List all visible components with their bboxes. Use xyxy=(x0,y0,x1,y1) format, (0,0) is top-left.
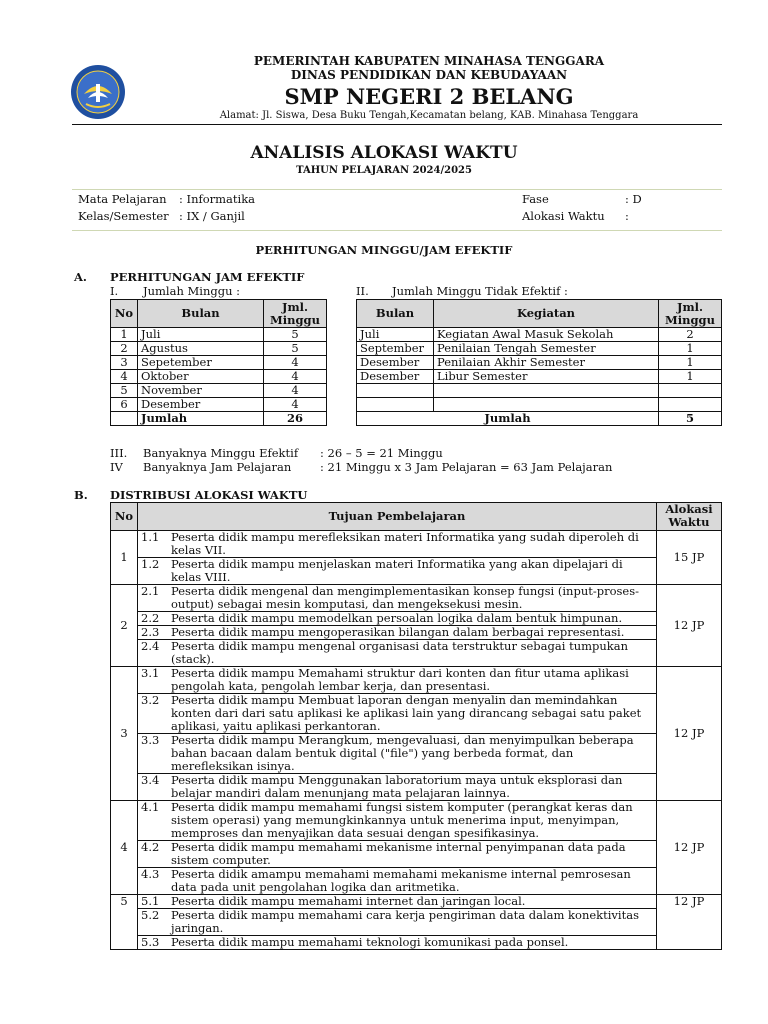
column-header: Bulan xyxy=(357,300,434,328)
group-number: 1 xyxy=(111,531,138,585)
column-header: Kegiatan xyxy=(434,300,659,328)
table-total-row xyxy=(357,412,722,426)
objective-text: Peserta didik mampu memahami cara kerja pengiriman data dalam konektivitas jaringan. xyxy=(171,908,639,935)
table-total-row xyxy=(111,412,327,426)
class-semester-label: Kelas/Semester xyxy=(78,209,169,223)
activity-cell: Penilaian Tengah Semester xyxy=(434,342,659,356)
allocation-cell: 12 JP xyxy=(657,801,722,895)
part-iii-label: Banyaknya Minggu Efektif xyxy=(143,446,299,460)
row-number: 2 xyxy=(111,342,138,356)
month-cell: November xyxy=(138,384,264,398)
weeks-cell xyxy=(659,398,722,412)
table-row xyxy=(111,895,722,950)
list-item xyxy=(138,909,656,936)
weeks-cell: 4 xyxy=(264,356,327,370)
objective-text: Peserta didik mampu merefleksikan materi Informatika yang sudah diperoleh di kelas VII. xyxy=(171,530,639,557)
month-cell: Oktober xyxy=(138,370,264,384)
subject-label: Mata Pelajaran xyxy=(78,192,167,206)
school-address: Alamat: Jl. Siswa, Desa Buku Tengah,Kecamatan belang, KAB. Minahasa Tenggara xyxy=(219,110,639,121)
objective-text: Peserta didik mampu Memahami struktur dari konten dan fitur utama aplikasi pengolah kata, pengolah lembar kerja, dan presentasi. xyxy=(171,666,629,693)
objective-text: Peserta didik mampu memodelkan persoalan logika dalam bentuk himpunan. xyxy=(171,611,623,625)
activity-cell: Penilaian Akhir Semester xyxy=(434,356,659,370)
total-value: 5 xyxy=(659,412,722,426)
column-header: Jml. Minggu xyxy=(264,300,327,328)
row-number: 5 xyxy=(111,384,138,398)
tut-wuri-handayani-logo-icon xyxy=(70,64,126,120)
objective-number: 4.2 xyxy=(141,840,160,854)
table-header-row xyxy=(357,300,722,328)
total-label: Jumlah xyxy=(138,412,264,426)
weeks-cell: 1 xyxy=(659,342,722,356)
objective-text: Peserta didik mengenal dan mengimplementasikan konsep fungsi (input-proses-output) sebagai mesin komputasi, dan mengeksekusi mesin. xyxy=(171,584,640,611)
table-row xyxy=(111,342,327,356)
list-item xyxy=(138,801,656,841)
section-a-letter: A. xyxy=(74,270,87,284)
table-row xyxy=(357,398,722,412)
part-iii-roman: III. xyxy=(110,446,128,460)
row-number: 1 xyxy=(111,328,138,342)
class-semester-value: : IX / Ganjil xyxy=(179,209,245,223)
list-item xyxy=(138,841,656,868)
activity-cell: Kegiatan Awal Masuk Sekolah xyxy=(434,328,659,342)
total-label: Jumlah xyxy=(357,412,659,426)
total-value: 26 xyxy=(264,412,327,426)
table-row xyxy=(111,356,327,370)
objective-number: 2.3 xyxy=(141,625,160,639)
allocation-cell: 15 JP xyxy=(657,531,722,585)
subject-value: : Informatika xyxy=(179,192,256,206)
table-row xyxy=(357,384,722,398)
list-item xyxy=(138,895,656,909)
objective-text: Peserta didik mampu mengenal organisasi data terstruktur sebagai tumpukan (stack). xyxy=(171,639,629,666)
weeks-cell: 4 xyxy=(264,398,327,412)
objective-number: 3.1 xyxy=(141,666,160,680)
weeks-cell: 2 xyxy=(659,328,722,342)
objective-number: 3.2 xyxy=(141,693,160,707)
table-row xyxy=(111,370,327,384)
objectives-cell xyxy=(138,895,657,950)
effective-weeks-table xyxy=(110,299,327,426)
part-iv-roman: IV xyxy=(110,460,123,474)
objective-number: 5.3 xyxy=(141,935,160,949)
objective-number: 1.2 xyxy=(141,557,160,571)
time-allocation-table xyxy=(110,502,722,950)
group-number: 3 xyxy=(111,667,138,801)
part-ii-roman: II. xyxy=(356,284,369,298)
objective-number: 2.2 xyxy=(141,611,160,625)
list-item xyxy=(138,774,656,800)
section-a-title: PERHITUNGAN JAM EFEKTIF xyxy=(110,270,305,284)
objective-text: Peserta didik mampu menjelaskan materi Informatika yang akan dipelajari di kelas VIII. xyxy=(171,557,623,584)
weeks-cell: 1 xyxy=(659,356,722,370)
weeks-cell: 5 xyxy=(264,328,327,342)
allocation-cell: 12 JP xyxy=(657,895,722,950)
part-iii-value: : 26 – 5 = 21 Minggu xyxy=(320,446,443,460)
list-item xyxy=(138,626,656,640)
list-item xyxy=(138,612,656,626)
objective-text: Peserta didik mampu memahami mekanisme internal penyimpanan data pada sistem computer. xyxy=(171,840,626,867)
objective-text: Peserta didik mampu memahami internet dan jaringan local. xyxy=(171,894,526,908)
objective-text: Peserta didik mampu Menggunakan laboratorium maya untuk eksplorasi dan belajar mandiri dalam menunjang mata pelajaran lainnya. xyxy=(171,773,623,800)
list-item xyxy=(138,558,656,584)
objective-number: 1.1 xyxy=(141,530,160,544)
table-row xyxy=(111,531,722,585)
document-title: ANALISIS ALOKASI WAKTU xyxy=(250,143,518,163)
objective-text: Peserta didik mampu Merangkum, mengevaluasi, dan menyimpulkan beberapa bahan bacaan dalam bentuk digital ("file") yang berbeda format, dan merefleksikan isinya. xyxy=(171,733,634,773)
weeks-cell: 5 xyxy=(264,342,327,356)
objective-text: Peserta didik amampu memahami memahami mekanisme internal pemrosesan data pada unit pengolahan logika dan aritmetika. xyxy=(171,867,631,894)
list-item xyxy=(138,868,656,894)
month-cell: Juli xyxy=(357,328,434,342)
list-item xyxy=(138,531,656,558)
part-i-roman: I. xyxy=(110,284,119,298)
objective-text: Peserta didik mampu memahami fungsi sistem komputer (perangkat keras dan sistem operasi) yang memungkinkannya untuk menerima input, menyimpan, memproses dan menyajikan data sesuai dengan spesifikasinya. xyxy=(171,800,633,840)
month-cell xyxy=(357,398,434,412)
section-b-title: DISTRIBUSI ALOKASI WAKTU xyxy=(110,488,308,502)
part-i-label: Jumlah Minggu : xyxy=(143,284,241,298)
row-number: 6 xyxy=(111,398,138,412)
objective-number: 3.3 xyxy=(141,733,160,747)
column-header: Alokasi Waktu xyxy=(657,503,722,531)
objectives-cell xyxy=(138,585,657,667)
allocation-cell: 12 JP xyxy=(657,667,722,801)
school-logo xyxy=(70,64,126,120)
table-header-row xyxy=(111,503,722,531)
table-row xyxy=(111,384,327,398)
objective-number: 3.4 xyxy=(141,773,160,787)
list-item xyxy=(138,694,656,734)
list-item xyxy=(138,667,656,694)
month-cell: Agustus xyxy=(138,342,264,356)
objective-number: 2.1 xyxy=(141,584,160,598)
objective-text: Peserta didik mampu memahami teknologi komunikasi pada ponsel. xyxy=(171,935,569,949)
objective-number: 4.3 xyxy=(141,867,160,881)
group-number: 2 xyxy=(111,585,138,667)
objective-number: 4.1 xyxy=(141,800,160,814)
table-row xyxy=(111,801,722,895)
table-row xyxy=(111,398,327,412)
department-name: DINAS PENDIDIKAN DAN KEBUDAYAAN xyxy=(290,68,568,82)
month-cell xyxy=(357,384,434,398)
phase-value: : D xyxy=(625,192,642,206)
empty-cell xyxy=(111,412,138,426)
column-header: No xyxy=(111,300,138,328)
allocation-cell: 12 JP xyxy=(657,585,722,667)
table-row xyxy=(357,370,722,384)
weeks-cell: 4 xyxy=(264,370,327,384)
objective-number: 5.2 xyxy=(141,908,160,922)
letterhead-divider xyxy=(72,124,722,125)
month-cell: Desember xyxy=(138,398,264,412)
non-effective-weeks-table xyxy=(356,299,722,426)
objective-text: Peserta didik mampu mengoperasikan bilangan dalam berbagai representasi. xyxy=(171,625,625,639)
column-header: No xyxy=(111,503,138,531)
objective-number: 2.4 xyxy=(141,639,160,653)
column-header: Tujuan Pembelajaran xyxy=(138,503,657,531)
time-allocation-label: Alokasi Waktu xyxy=(522,209,605,223)
table-row xyxy=(111,667,722,801)
part-ii-label: Jumlah Minggu Tidak Efektif : xyxy=(392,284,568,298)
weeks-cell xyxy=(659,384,722,398)
activity-cell xyxy=(434,398,659,412)
list-item xyxy=(138,640,656,666)
government-name: PEMERINTAH KABUPATEN MINAHASA TENGGARA xyxy=(253,54,605,68)
objectives-cell xyxy=(138,801,657,895)
month-cell: Desember xyxy=(357,370,434,384)
objectives-cell xyxy=(138,667,657,801)
part-iv-label: Banyaknya Jam Pelajaran xyxy=(143,460,292,474)
part-iv-value: : 21 Minggu x 3 Jam Pelajaran = 63 Jam Pelajaran xyxy=(320,460,613,474)
table-row xyxy=(111,328,327,342)
document-subtitle: TAHUN PELAJARAN 2024/2025 xyxy=(296,165,472,176)
table-row xyxy=(357,356,722,370)
weeks-cell: 1 xyxy=(659,370,722,384)
row-number: 3 xyxy=(111,356,138,370)
time-allocation-value: : xyxy=(625,209,629,223)
row-number: 4 xyxy=(111,370,138,384)
list-item xyxy=(138,936,656,949)
weeks-cell: 4 xyxy=(264,384,327,398)
month-cell: Desember xyxy=(357,356,434,370)
month-cell: Juli xyxy=(138,328,264,342)
table-row xyxy=(357,328,722,342)
calculation-heading: PERHITUNGAN MINGGU/JAM EFEKTIF xyxy=(255,243,513,257)
activity-cell: Libur Semester xyxy=(434,370,659,384)
month-cell: Sepetember xyxy=(138,356,264,370)
activity-cell xyxy=(434,384,659,398)
list-item xyxy=(138,585,656,612)
objective-number: 5.1 xyxy=(141,894,160,908)
table-header-row xyxy=(111,300,327,328)
list-item xyxy=(138,734,656,774)
group-number: 4 xyxy=(111,801,138,895)
column-header: Jml. Minggu xyxy=(659,300,722,328)
month-cell: September xyxy=(357,342,434,356)
objectives-cell xyxy=(138,531,657,585)
table-row xyxy=(357,342,722,356)
group-number: 5 xyxy=(111,895,138,950)
phase-label: Fase xyxy=(522,192,549,206)
section-b-letter: B. xyxy=(74,488,88,502)
column-header: Bulan xyxy=(138,300,264,328)
objective-text: Peserta didik mampu Membuat laporan dengan menyalin dan memindahkan konten dari dari satu aplikasi ke aplikasi lain yang dirancang sebagai satu paket aplikasi, yaitu aplikasi perkantoran. xyxy=(171,693,642,733)
school-name: SMP NEGERI 2 BELANG xyxy=(284,84,574,109)
table-row xyxy=(111,585,722,667)
